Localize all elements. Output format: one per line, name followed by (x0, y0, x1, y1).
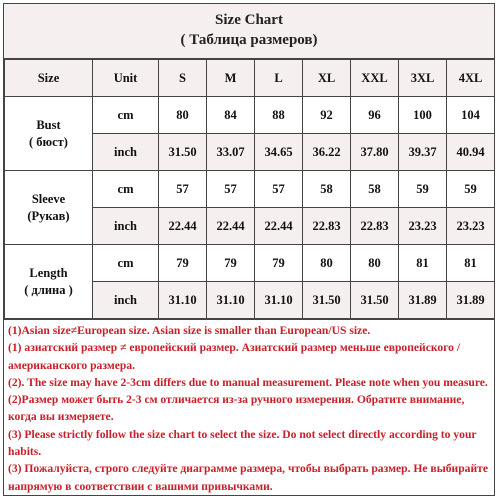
value-cell: 104 (447, 97, 495, 134)
value-cell: 100 (399, 97, 447, 134)
unit-cell: inch (93, 282, 159, 319)
chart-title: Size Chart (215, 12, 283, 28)
row-label-sleeve (5, 171, 93, 245)
value-cell: 22.44 (255, 208, 303, 245)
header-s: S (159, 60, 207, 97)
size-table (4, 59, 495, 319)
value-cell: 79 (159, 245, 207, 282)
value-cell: 81 (447, 245, 495, 282)
value-cell: 79 (207, 245, 255, 282)
value-cell: 22.44 (207, 208, 255, 245)
value-cell: 31.10 (159, 282, 207, 319)
value-cell: 79 (255, 245, 303, 282)
title-box (4, 4, 494, 59)
value-cell: 88 (255, 97, 303, 134)
value-cell: 57 (159, 171, 207, 208)
label-en: Bust (36, 117, 61, 132)
value-cell: 59 (447, 171, 495, 208)
value-cell: 81 (399, 245, 447, 282)
value-cell: 59 (399, 171, 447, 208)
value-cell: 31.10 (255, 282, 303, 319)
value-cell: 23.23 (447, 208, 495, 245)
value-cell: 22.44 (159, 208, 207, 245)
value-cell: 40.94 (447, 134, 495, 171)
table-row (5, 245, 495, 282)
chart-subtitle: ( Таблица размеров) (180, 32, 318, 48)
note-line: (1) азиатский размер ≠ европейский размер. Азиатский размер меньше европейского / американского размера. (8, 341, 461, 372)
value-cell: 31.89 (447, 282, 495, 319)
label-ru: ( бюст) (29, 134, 68, 149)
value-cell: 80 (351, 245, 399, 282)
header-size: Size (5, 60, 93, 97)
note-line: (2)Размер может быть 2-3 см отличается из-за ручного измерения. Обратите внимание, когда вы измеряете. (8, 393, 465, 424)
value-cell: 31.10 (207, 282, 255, 319)
value-cell: 84 (207, 97, 255, 134)
value-cell: 37.80 (351, 134, 399, 171)
value-cell: 58 (303, 171, 351, 208)
header-l: L (255, 60, 303, 97)
value-cell: 31.50 (303, 282, 351, 319)
note-line: (3) Please strictly follow the size chart to select the size. Do not select directly according to your habits. (8, 427, 477, 459)
value-cell: 96 (351, 97, 399, 134)
value-cell: 31.50 (159, 134, 207, 171)
value-cell: 92 (303, 97, 351, 134)
row-label-bust (5, 97, 93, 171)
value-cell: 80 (303, 245, 351, 282)
label-en: Sleeve (31, 191, 66, 206)
value-cell: 33.07 (207, 134, 255, 171)
unit-cell: inch (93, 208, 159, 245)
value-cell: 36.22 (303, 134, 351, 171)
value-cell: 80 (159, 97, 207, 134)
label-ru: (Рукав) (27, 208, 70, 223)
value-cell: 58 (351, 171, 399, 208)
header-row (5, 60, 495, 97)
row-label-length (5, 245, 93, 319)
note-line: (2). The size may have 2-3cm differs due to manual measurement. Please note when you measure. (8, 375, 488, 389)
value-cell: 23.23 (399, 208, 447, 245)
unit-cell: cm (93, 97, 159, 134)
unit-cell: cm (93, 171, 159, 208)
header-4xl: 4XL (447, 60, 495, 97)
table-row (5, 97, 495, 134)
value-cell: 39.37 (399, 134, 447, 171)
unit-cell: inch (93, 134, 159, 171)
value-cell: 57 (255, 171, 303, 208)
unit-cell: cm (93, 245, 159, 282)
table-row (5, 171, 495, 208)
label-en: Length (29, 265, 68, 280)
header-unit: Unit (93, 60, 159, 97)
notes-section (4, 319, 494, 497)
note-line: (3) Пожалуйста, строго следуйте диаграмме размера, чтобы выбрать размер. Не выбирайте напрямую в соответствии с вашими привычками. (8, 462, 488, 493)
value-cell: 34.65 (255, 134, 303, 171)
value-cell: 22.83 (351, 208, 399, 245)
value-cell: 31.50 (351, 282, 399, 319)
label-ru: ( длина ) (24, 282, 73, 297)
value-cell: 22.83 (303, 208, 351, 245)
value-cell: 31.89 (399, 282, 447, 319)
note-line: (1)Asian size≠European size. Asian size is smaller than European/US size. (8, 324, 371, 337)
header-xl: XL (303, 60, 351, 97)
header-m: M (207, 60, 255, 97)
size-chart-frame (3, 3, 495, 496)
header-xxl: XXL (351, 60, 399, 97)
value-cell: 57 (207, 171, 255, 208)
header-3xl: 3XL (399, 60, 447, 97)
